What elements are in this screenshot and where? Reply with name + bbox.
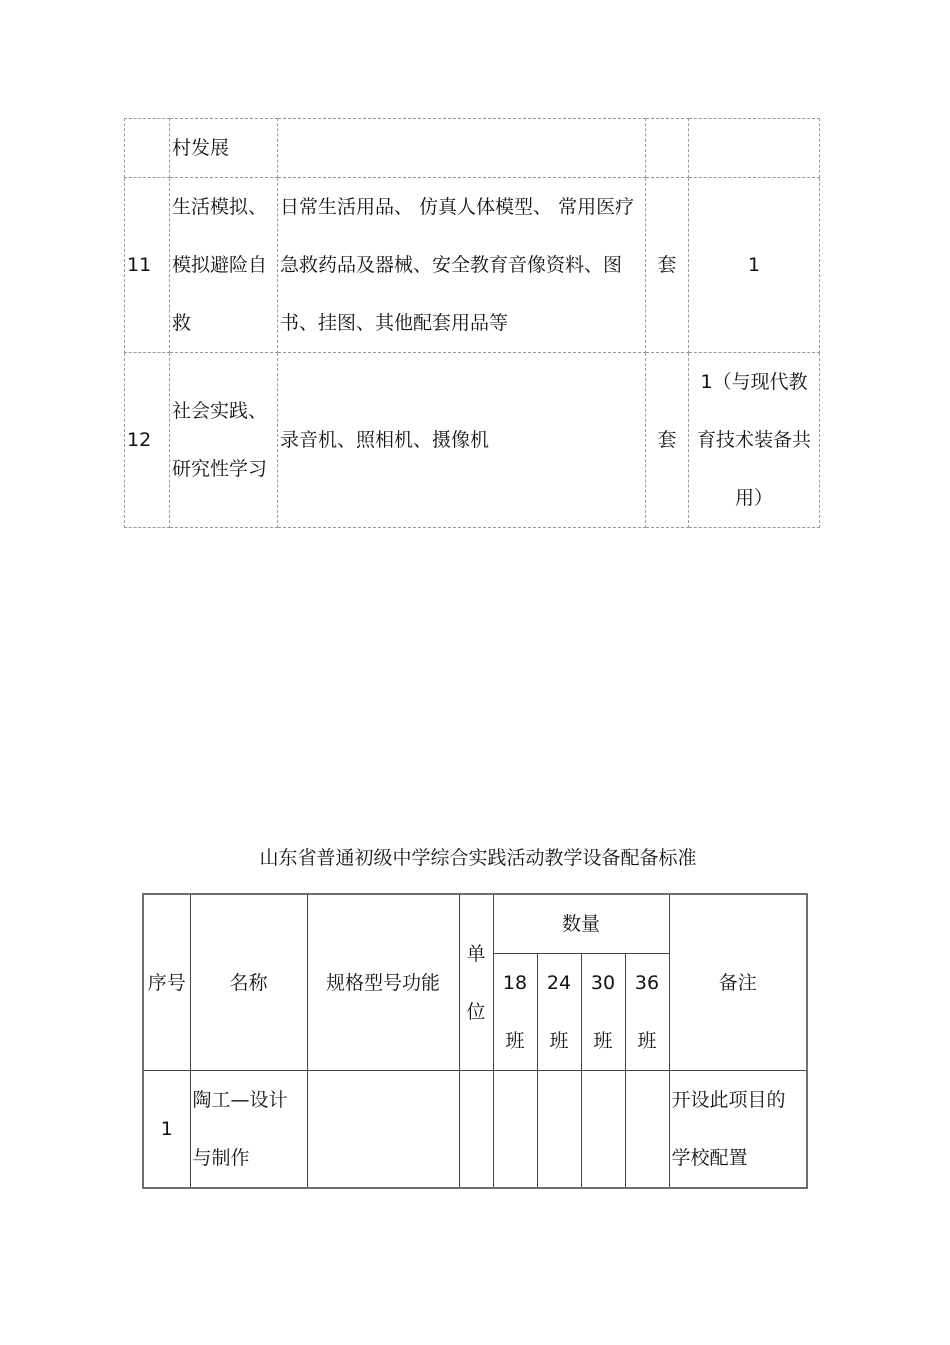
item-qty-cell: 1 bbox=[689, 178, 820, 353]
header-qty-36: 36班 bbox=[625, 954, 669, 1071]
section-title: 山东省普通初级中学综合实践活动教学设备配备标准 bbox=[259, 847, 697, 869]
header-qty-30: 30班 bbox=[581, 954, 625, 1071]
item-unit-cell bbox=[646, 119, 689, 178]
item-unit-cell bbox=[459, 1071, 493, 1189]
table-row bbox=[125, 353, 820, 528]
header-unit: 单位 bbox=[459, 894, 493, 1071]
header-qty-group: 数量 bbox=[493, 894, 669, 954]
header-qty-24: 24班 bbox=[537, 954, 581, 1071]
item-name-cell: 社会实践、研究性学习 bbox=[170, 353, 278, 528]
item-spec-cell: 日常生活用品、 仿真人体模型、 常用医疗急救药品及器械、安全教育音像资料、图书、挂图、其他配套用品等 bbox=[278, 178, 646, 353]
table-row bbox=[143, 1071, 807, 1189]
equipment-table-continued bbox=[124, 118, 820, 528]
row-number-cell: 11 bbox=[125, 178, 170, 353]
header-row bbox=[143, 894, 807, 954]
item-qty-36-cell bbox=[625, 1071, 669, 1189]
table-row bbox=[125, 178, 820, 353]
item-spec-cell bbox=[307, 1071, 459, 1189]
header-name: 名称 bbox=[190, 894, 307, 1071]
table-row bbox=[125, 119, 820, 178]
equipment-standard-table bbox=[142, 893, 808, 1189]
row-number-cell: 12 bbox=[125, 353, 170, 528]
item-note-cell: 开设此项目的学校配置 bbox=[669, 1071, 807, 1189]
item-name-cell: 生活模拟、模拟避险自救 bbox=[170, 178, 278, 353]
item-qty-cell: 1（与现代教育技术装备共用） bbox=[689, 353, 820, 528]
item-name-cell: 陶工—设计与制作 bbox=[190, 1071, 307, 1189]
item-spec-cell bbox=[278, 119, 646, 178]
item-qty-30-cell bbox=[581, 1071, 625, 1189]
item-qty-18-cell bbox=[493, 1071, 537, 1189]
row-number-cell: 1 bbox=[143, 1071, 190, 1189]
header-qty-18: 18班 bbox=[493, 954, 537, 1071]
item-qty-cell bbox=[689, 119, 820, 178]
header-note: 备注 bbox=[669, 894, 807, 1071]
item-spec-cell: 录音机、照相机、摄像机 bbox=[278, 353, 646, 528]
item-unit-cell: 套 bbox=[646, 353, 689, 528]
item-name-cell: 村发展 bbox=[170, 119, 278, 178]
item-qty-24-cell bbox=[537, 1071, 581, 1189]
item-unit-cell: 套 bbox=[646, 178, 689, 353]
header-spec: 规格型号功能 bbox=[307, 894, 459, 1071]
header-num: 序号 bbox=[143, 894, 190, 1071]
row-number-cell bbox=[125, 119, 170, 178]
